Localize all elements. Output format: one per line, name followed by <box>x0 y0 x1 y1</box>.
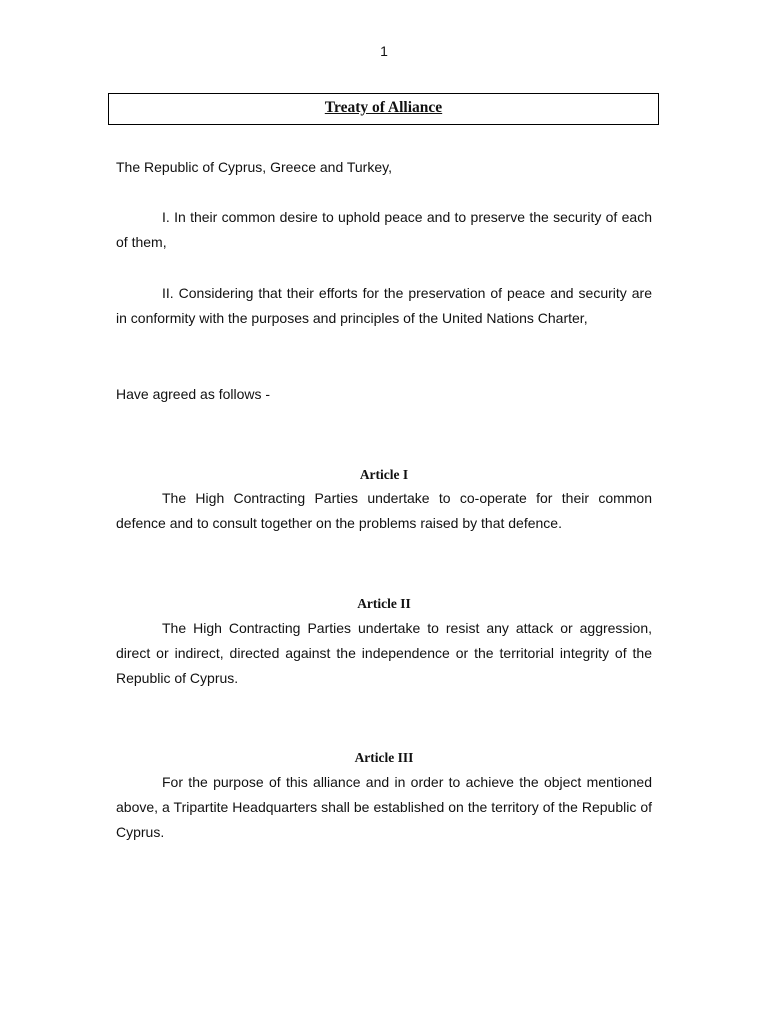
article-3-heading: Article III <box>354 750 414 765</box>
article-1-text: The High Contracting Parties undertake to co-operate for their common defence and to consult together on the problems raised by that defence. <box>116 490 652 531</box>
article-2-heading: Article II <box>357 596 411 611</box>
article-1-heading: Article I <box>359 467 409 482</box>
preamble-item-1: I. In their common desire to uphold peace and to preserve the security of each of them, <box>116 209 652 250</box>
title-box <box>108 93 659 125</box>
agreed-line: Have agreed as follows - <box>116 386 271 402</box>
parties-line: The Republic of Cyprus, Greece and Turkey, <box>116 159 392 175</box>
article-3-text: For the purpose of this alliance and in order to achieve the object mentioned above, a Tripartite Headquarters shall be established on the territory of the Republic of Cyprus. <box>116 774 652 840</box>
article-2-text: The High Contracting Parties undertake to resist any attack or aggression, direct or indirect, directed against the independence or the territorial integrity of the Republic of Cyprus. <box>116 620 652 686</box>
preamble-item-2: II. Considering that their efforts for the preservation of peace and security are in conformity with the purposes and principles of the United Nations Charter, <box>116 285 652 326</box>
page-number: 1 <box>380 43 388 59</box>
document-title: Treaty of Alliance <box>324 99 443 116</box>
